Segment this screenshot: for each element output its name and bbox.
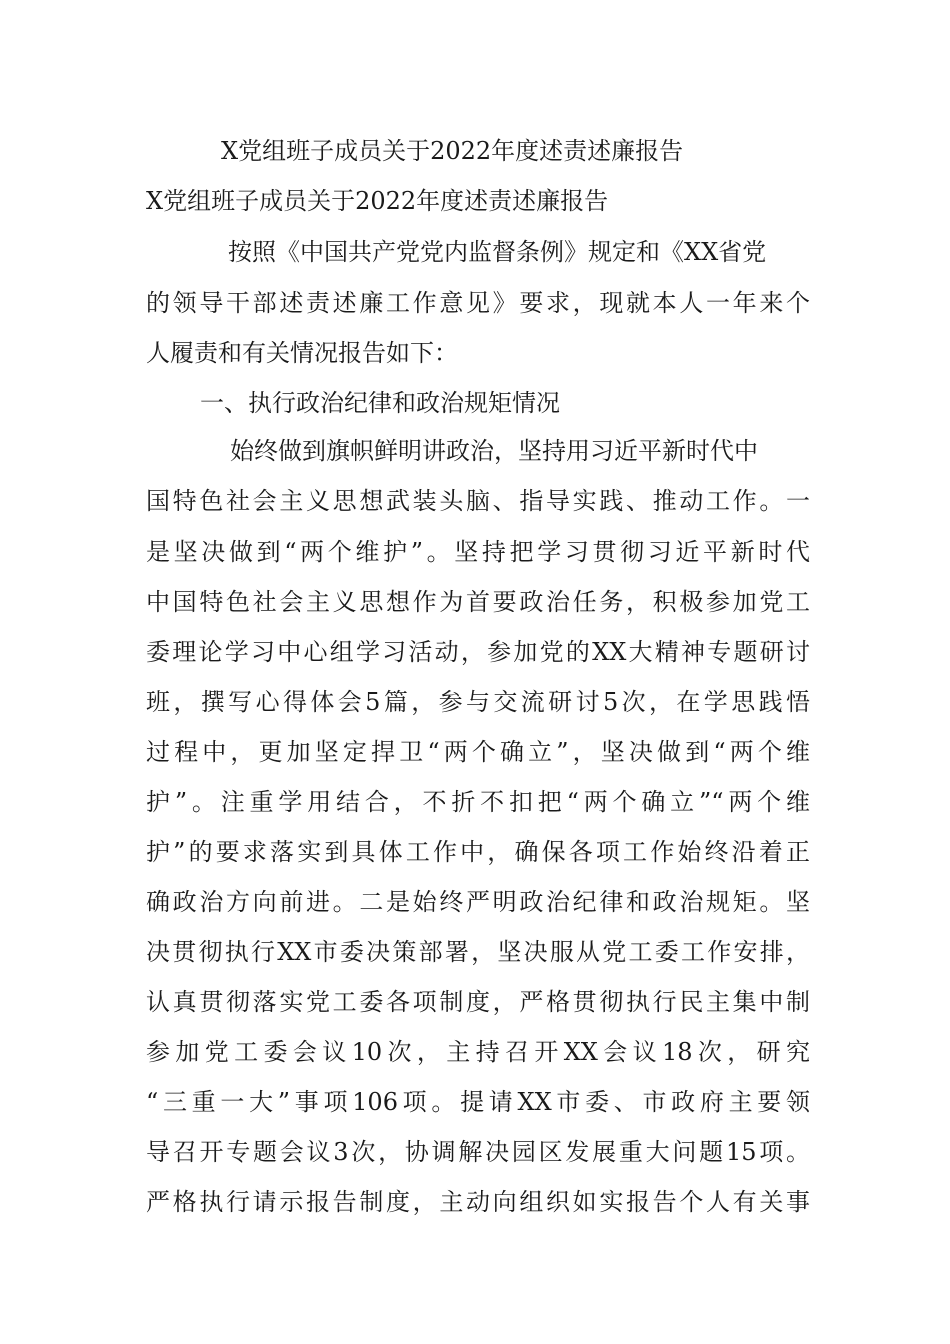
intro-line-3: 人履责和有关情况报告如下： <box>146 339 458 367</box>
body-line-4: 中国特色社会主义思想作为首要政治任务，积极参加党工 <box>146 588 810 616</box>
body-line-11: 决贯彻执行XX市委决策部署，坚决服从党工委工作安排， <box>146 938 810 966</box>
document-title-centered: X党组班子成员关于2022年度述责述廉报告 <box>221 137 684 165</box>
body-line-10: 确政治方向前进。二是始终严明政治纪律和政治规矩。坚 <box>146 888 810 916</box>
body-line-13: 参加党工委会议10次，主持召开XX会议18次，研究 <box>146 1038 810 1066</box>
section-heading: 一、执行政治纪律和政治规矩情况 <box>200 389 560 417</box>
body-line-6: 班，撰写心得体会5篇，参与交流研讨5次，在学思践悟 <box>146 688 810 716</box>
body-line-8: 护”。注重学用结合，不折不扣把“两个确立”“两个维 <box>146 788 810 816</box>
body-line-7: 过程中，更加坚定捍卫“两个确立”，坚决做到“两个维 <box>146 738 810 766</box>
intro-line-2: 的领导干部述责述廉工作意见》要求，现就本人一年来个 <box>146 289 810 317</box>
intro-line-1: 按照《中国共产党党内监督条例》规定和《XX省党 <box>228 238 767 266</box>
body-line-3: 是坚决做到“两个维护”。坚持把学习贯彻习近平新时代 <box>146 538 810 566</box>
body-line-12: 认真贯彻落实党工委各项制度，严格贯彻执行民主集中制 <box>146 988 810 1016</box>
body-line-16: 严格执行请示报告制度，主动向组织如实报告个人有关事 <box>146 1188 810 1216</box>
body-line-2: 国特色社会主义思想武装头脑、指导实践、推动工作。一 <box>146 487 810 515</box>
body-line-14: “三重一大”事项106项。提请XX市委、市政府主要领 <box>146 1088 810 1116</box>
body-line-1: 始终做到旗帜鲜明讲政治，坚持用习近平新时代中 <box>230 437 758 465</box>
body-line-15: 导召开专题会议3次，协调解决园区发展重大问题15项。 <box>146 1138 810 1166</box>
body-line-5: 委理论学习中心组学习活动，参加党的XX大精神专题研讨 <box>146 638 810 666</box>
body-line-9: 护”的要求落实到具体工作中，确保各项工作始终沿着正 <box>146 838 810 866</box>
document-title-left: X党组班子成员关于2022年度述责述廉报告 <box>146 187 609 215</box>
